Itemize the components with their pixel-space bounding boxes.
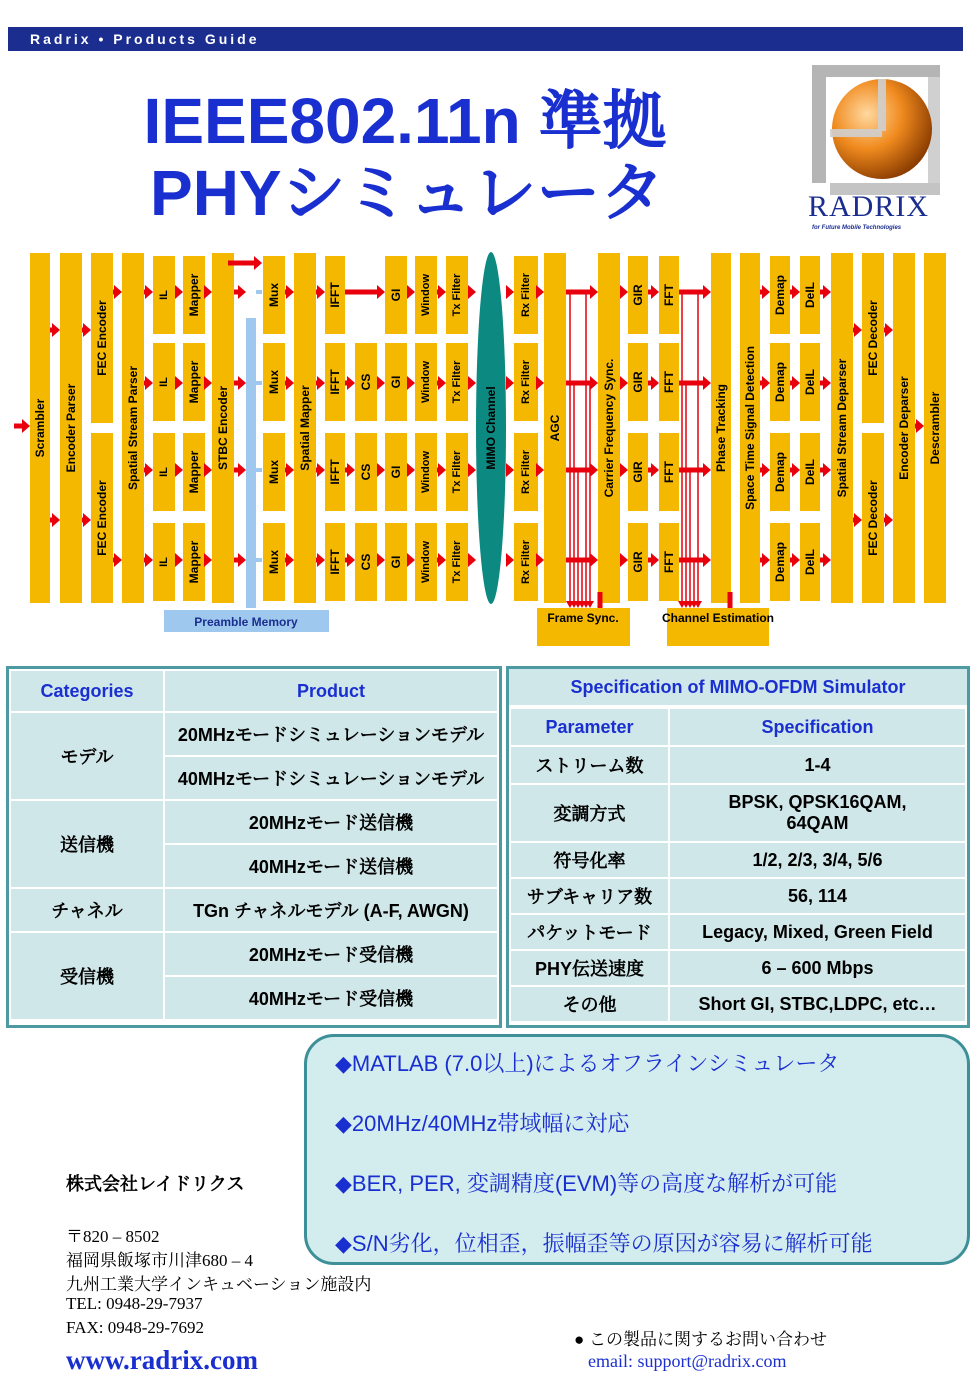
flow-arrow-head — [468, 285, 476, 299]
label-il: IL — [158, 467, 170, 477]
flow-arrow-head — [536, 285, 544, 299]
flow-arrow-head — [83, 513, 91, 527]
flow-arrow-head — [823, 376, 831, 390]
header-bar — [8, 27, 963, 51]
flow-arrow-head — [916, 419, 924, 433]
flow-arrow-head — [762, 553, 770, 567]
flow-arrow-head — [792, 553, 800, 567]
flow-arrow-head — [317, 463, 325, 477]
flow-arrow-head — [317, 376, 325, 390]
flow-arrow-head — [238, 553, 246, 567]
label-ss_deparser: Spatial Stream Deparser — [835, 358, 849, 498]
label-deil: DeIL — [803, 548, 817, 576]
flow-arrow-head — [438, 463, 446, 477]
flow-arrow-head — [506, 553, 514, 567]
flow-arrow-head — [506, 463, 514, 477]
flow-arrow-head — [762, 376, 770, 390]
spec-table — [506, 666, 970, 1028]
page-subtitle: PHYシミュレータ — [150, 157, 665, 229]
flow-arrow-head — [703, 463, 711, 477]
label-tx_filter: Tx Filter — [451, 540, 463, 584]
flow-arrow-head — [536, 553, 544, 567]
flow-arrow-head — [703, 553, 711, 567]
spec-header-specification: Specification — [669, 708, 966, 746]
flow-arrow-head — [590, 463, 598, 477]
label-channel-estimation: Channel Estimation — [661, 611, 775, 625]
flow-arrow-head — [468, 376, 476, 390]
flow-arrow-head — [885, 323, 893, 337]
flow-arrow-head — [620, 463, 628, 477]
flow-arrow-head — [377, 463, 385, 477]
label-ifft: IFFT — [328, 282, 342, 308]
label-mapper: Mapper — [187, 360, 201, 404]
label-ifft: IFFT — [328, 549, 342, 575]
flow-arrow-head — [145, 376, 153, 390]
flow-arrow-head — [204, 553, 212, 567]
label-agc: AGC — [548, 414, 562, 442]
label-demap: Demap — [773, 361, 787, 403]
product-cell: TGn チャネルモデル (A-F, AWGN) — [164, 888, 498, 932]
flow-arrow-head — [204, 285, 212, 299]
label-stsd: Space Time Signal Detection — [743, 346, 757, 510]
label-spatial_mapper: Spatial Mapper — [298, 385, 312, 471]
spec-parameter: ストリーム数 — [510, 746, 669, 784]
postal-code: 〒820 – 8502 — [66, 1227, 160, 1246]
category-cell: 送信機 — [10, 800, 164, 888]
label-il: IL — [158, 377, 170, 387]
label-mux: Mux — [267, 283, 281, 307]
inquiry-text: この製品に関するお問い合わせ — [589, 1330, 828, 1349]
label-deil: DeIL — [803, 281, 817, 309]
label-window: Window — [420, 360, 432, 404]
spec-parameter: 変調方式 — [510, 784, 669, 842]
flow-arrow-head — [438, 376, 446, 390]
flow-arrow-head — [145, 553, 153, 567]
label-spatial_stream_parser: Spatial Stream Parser — [126, 365, 140, 491]
label-mux: Mux — [267, 550, 281, 574]
label-demap: Demap — [773, 541, 787, 583]
label-fec_encoder: FEC Encoder — [95, 300, 109, 376]
flow-arrow-head — [254, 256, 262, 270]
flow-arrow-head — [175, 285, 183, 299]
flow-arrow-head — [651, 285, 659, 299]
flow-arrow-head — [204, 376, 212, 390]
flow-arrow-head — [52, 513, 60, 527]
product-cell: 20MHzモード送信機 — [164, 800, 498, 844]
flow-arrow-head — [407, 376, 415, 390]
spec-value: 6 – 600 Mbps — [669, 950, 966, 986]
flow-arrow-head — [286, 553, 294, 567]
label-window: Window — [420, 540, 432, 584]
logo-name: RADRIX — [808, 190, 930, 223]
address-line: 九州工業大学インキュベーション施設内 — [66, 1275, 372, 1294]
label-window: Window — [420, 273, 432, 317]
flow-arrow-head — [854, 323, 862, 337]
flow-arrow-head — [175, 376, 183, 390]
label-scrambler: Scrambler — [33, 398, 47, 458]
label-phase_tracking: Phase Tracking — [714, 383, 728, 473]
category-cell: モデル — [10, 712, 164, 800]
website-link[interactable]: www.radrix.com — [66, 1345, 258, 1375]
label-frame-sync: Frame Sync. — [547, 611, 619, 625]
flow-arrow-head — [536, 463, 544, 477]
flow-arrow-head — [792, 376, 800, 390]
spec-parameter: パケットモード — [510, 914, 669, 950]
flow-arrow-head — [590, 376, 598, 390]
product-table-header-product: Product — [164, 670, 498, 712]
company-name: 株式会社レイドリクス — [66, 1174, 245, 1194]
spec-value: Short GI, STBC,LDPC, etc… — [669, 986, 966, 1022]
flow-arrow-head — [703, 376, 711, 390]
flow-arrow-head — [204, 463, 212, 477]
flow-arrow-head — [238, 285, 246, 299]
flow-arrow-head — [506, 376, 514, 390]
flow-arrow-head — [590, 553, 598, 567]
label-il: IL — [158, 290, 170, 300]
flow-arrow-head — [536, 376, 544, 390]
flow-arrow-head — [651, 553, 659, 567]
flow-arrow-head — [317, 553, 325, 567]
spec-value: 1/2, 2/3, 3/4, 5/6 — [669, 842, 966, 878]
flow-arrow-head — [885, 513, 893, 527]
feature-item: ◆S/N劣化，位相歪，振幅歪等の原因が容易に解析可能 — [335, 1231, 873, 1256]
label-fft: FFT — [662, 371, 676, 393]
flow-arrow-head — [468, 553, 476, 567]
flow-arrow-head — [620, 553, 628, 567]
address-line: 福岡県飯塚市川津680 – 4 — [66, 1251, 253, 1270]
flow-arrow-head — [145, 463, 153, 477]
label-cs: CS — [359, 463, 373, 481]
flow-arrow-head — [792, 285, 800, 299]
label-mapper: Mapper — [187, 540, 201, 584]
flow-arrow-head — [823, 553, 831, 567]
label-fft: FFT — [662, 551, 676, 573]
label-ifft: IFFT — [328, 369, 342, 395]
flow-arrow-head — [347, 553, 355, 567]
product-cell: 40MHzモードシミュレーションモデル — [164, 756, 498, 800]
spec-table-caption: Specification of MIMO-OFDM Simulator — [509, 669, 967, 707]
label-gir: GIR — [631, 461, 645, 483]
flow-arrow-head — [238, 376, 246, 390]
label-cs: CS — [359, 553, 373, 571]
spec-value: 56, 114 — [669, 878, 966, 914]
product-table-header-categories: Categories — [10, 670, 164, 712]
brand-line: Radrix • Products Guide — [30, 31, 260, 47]
flow-arrow-head — [377, 553, 385, 567]
inquiry-label — [574, 1325, 827, 1350]
flow-arrow-head — [792, 463, 800, 477]
fax-number: FAX: 0948-29-7692 — [66, 1318, 205, 1337]
flow-arrow-head — [286, 463, 294, 477]
spec-parameter: サブキャリア数 — [510, 878, 669, 914]
label-tx_filter: Tx Filter — [451, 450, 463, 494]
flow-arrow-head — [22, 419, 30, 433]
label-fec_decoder: FEC Decoder — [866, 480, 880, 556]
label-ifft: IFFT — [328, 459, 342, 485]
bullet-icon: ● — [574, 1330, 585, 1349]
label-il: IL — [158, 557, 170, 567]
label-fft: FFT — [662, 461, 676, 483]
label-mapper: Mapper — [187, 273, 201, 317]
flow-arrow-head — [823, 285, 831, 299]
flow-arrow-head — [823, 463, 831, 477]
label-fec_decoder: FEC Decoder — [866, 300, 880, 376]
label-rx_filter: Rx Filter — [520, 539, 532, 585]
label-deil: DeIL — [803, 458, 817, 486]
flow-arrow-head — [407, 463, 415, 477]
label-tx_filter: Tx Filter — [451, 273, 463, 317]
flow-arrow-head — [114, 553, 122, 567]
flow-arrow-head — [377, 285, 385, 299]
label-demap: Demap — [773, 274, 787, 316]
label-descrambler: Descrambler — [928, 391, 942, 465]
label-preamble-memory: Preamble Memory — [194, 615, 298, 629]
phone-number: TEL: 0948-29-7937 — [66, 1294, 203, 1313]
label-fec_encoder: FEC Encoder — [95, 480, 109, 556]
flow-arrow-head — [238, 463, 246, 477]
label-gir: GIR — [631, 284, 645, 306]
product-cell: 20MHzモード受信機 — [164, 932, 498, 976]
flow-arrow-head — [762, 285, 770, 299]
category-cell: チャネル — [10, 888, 164, 932]
phy-block-diagram — [0, 248, 975, 648]
label-fft: FFT — [662, 284, 676, 306]
flow-arrow-head — [762, 463, 770, 477]
label-gi: GI — [389, 288, 403, 302]
preamble-bus — [246, 318, 256, 608]
label-mapper: Mapper — [187, 450, 201, 494]
contact-email-link[interactable]: email: support@radrix.com — [588, 1351, 787, 1371]
flow-arrow-head — [114, 285, 122, 299]
label-gi: GI — [389, 375, 403, 389]
flow-arrow-head — [83, 323, 91, 337]
product-table — [6, 666, 502, 1028]
flow-arrow-head — [506, 285, 514, 299]
spec-parameter: PHY伝送速度 — [510, 950, 669, 986]
label-encoder_parser: Encoder Parser — [64, 383, 78, 473]
flow-arrow-head — [620, 285, 628, 299]
label-rx_filter: Rx Filter — [520, 272, 532, 318]
flow-arrow-head — [175, 553, 183, 567]
category-cell: 受信機 — [10, 932, 164, 1020]
label-demap: Demap — [773, 451, 787, 493]
features-box — [304, 1034, 970, 1265]
feature-item: ◆MATLAB (7.0以上)によるオフラインシミュレータ — [335, 1051, 840, 1076]
label-deil: DeIL — [803, 368, 817, 396]
label-stbc_encoder: STBC Encoder — [216, 385, 230, 471]
spec-header-parameter: Parameter — [510, 708, 669, 746]
flow-arrow-head — [286, 376, 294, 390]
flow-arrow-head — [854, 513, 862, 527]
label-mimo-channel: MIMO Channel — [484, 386, 498, 470]
label-gir: GIR — [631, 551, 645, 573]
flow-arrow-head — [651, 463, 659, 477]
flow-arrow-head — [438, 553, 446, 567]
flow-arrow-head — [52, 323, 60, 337]
label-cfo_sync: Carrier Frequency Sync. — [602, 358, 616, 498]
label-encoder_deparser: Encoder Deparser — [897, 376, 911, 480]
flow-arrow-head — [175, 463, 183, 477]
spec-value: 1-4 — [669, 746, 966, 784]
feature-item: ◆BER, PER, 変調精度(EVM)等の高度な解析が可能 — [335, 1171, 838, 1196]
flow-arrow-head — [347, 463, 355, 477]
product-cell: 40MHzモード送信機 — [164, 844, 498, 888]
flow-arrow-head — [620, 376, 628, 390]
spec-parameter: その他 — [510, 986, 669, 1022]
spec-parameter: 符号化率 — [510, 842, 669, 878]
page-title: IEEE802.11n 準拠 — [143, 85, 667, 157]
spec-value: Legacy, Mixed, Green Field — [669, 914, 966, 950]
spec-value: BPSK, QPSK16QAM, 64QAM — [669, 784, 966, 842]
label-cs: CS — [359, 373, 373, 391]
flow-arrow-head — [590, 285, 598, 299]
label-gi: GI — [389, 555, 403, 569]
label-window: Window — [420, 450, 432, 494]
label-mux: Mux — [267, 460, 281, 484]
product-cell: 20MHzモードシミュレーションモデル — [164, 712, 498, 756]
feature-item: ◆20MHz/40MHz帯域幅に対応 — [335, 1111, 630, 1136]
logo-tagline: for Future Mobile Technologies — [812, 225, 902, 231]
flow-arrow-head — [317, 285, 325, 299]
flow-arrow-head — [407, 553, 415, 567]
flow-arrow-head — [703, 285, 711, 299]
flow-arrow-head — [468, 463, 476, 477]
flow-arrow-head — [145, 285, 153, 299]
product-cell: 40MHzモード受信機 — [164, 976, 498, 1020]
flow-arrow-head — [651, 376, 659, 390]
label-rx_filter: Rx Filter — [520, 359, 532, 405]
flow-arrow-head — [377, 376, 385, 390]
label-mux: Mux — [267, 370, 281, 394]
label-tx_filter: Tx Filter — [451, 360, 463, 404]
label-rx_filter: Rx Filter — [520, 449, 532, 495]
label-gir: GIR — [631, 371, 645, 393]
flow-arrow-head — [438, 285, 446, 299]
flow-arrow-head — [347, 376, 355, 390]
flow-arrow-head — [286, 285, 294, 299]
label-gi: GI — [389, 465, 403, 479]
flow-arrow-head — [407, 285, 415, 299]
